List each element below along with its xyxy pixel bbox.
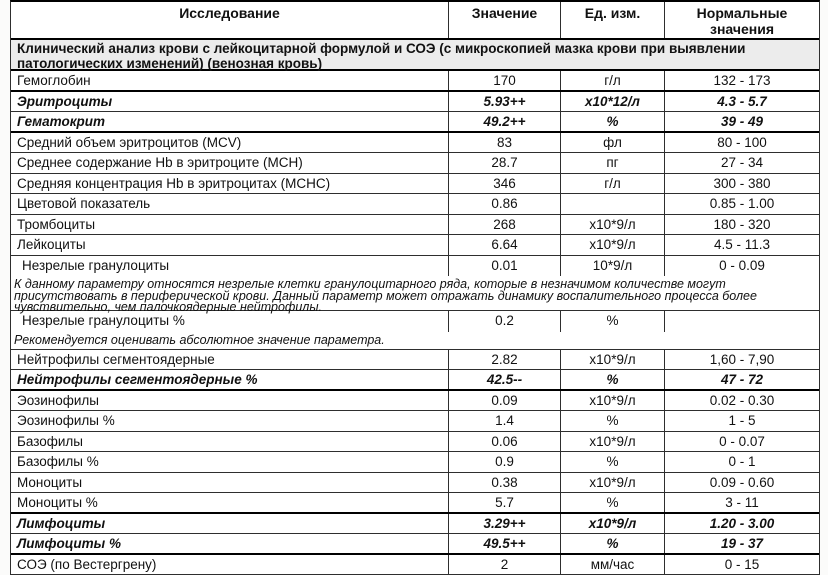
test-name: Моноциты [17, 474, 83, 490]
test-unit: х10*12/л [560, 92, 664, 112]
test-value: 0.06 [448, 432, 560, 452]
test-normal-range: 0 - 0.09 [664, 256, 819, 277]
test-value: 49.2++ [448, 112, 560, 131]
test-value: 0.86 [448, 194, 560, 214]
test-unit: % [560, 493, 664, 512]
table-row [11, 411, 819, 432]
table-row [11, 432, 819, 453]
table-row [11, 391, 819, 412]
test-normal-range: 80 - 100 [664, 133, 819, 153]
test-name: Эритроциты [17, 93, 113, 109]
test-unit: х10*9/л [560, 391, 664, 411]
table-row [11, 350, 819, 371]
note-row: Рекомендуется оценивать абсолютное значение параметра. [11, 332, 819, 350]
table-row [11, 555, 819, 575]
table-row [11, 153, 819, 174]
table-row [11, 473, 819, 494]
lab-results-table [10, 0, 820, 575]
test-normal-range: 0 - 1 [664, 452, 819, 472]
test-value: 5.93++ [448, 92, 560, 112]
test-unit: г/л [560, 71, 664, 90]
table-row [11, 370, 819, 391]
test-normal-range: 27 - 34 [664, 153, 819, 173]
test-normal-range: 0.09 - 0.60 [664, 473, 819, 493]
test-value: 5.7 [448, 493, 560, 512]
test-value: 42.5-- [448, 370, 560, 389]
test-name: Незрелые гранулоциты % [22, 313, 185, 328]
test-normal-range: 0.85 - 1.00 [664, 194, 819, 214]
test-normal-range: 4.5 - 11.3 [664, 235, 819, 255]
test-normal-range: 1 - 5 [664, 411, 819, 431]
table-row [11, 514, 819, 535]
test-value: 1.4 [448, 411, 560, 431]
test-unit: г/л [560, 174, 664, 194]
table-row [11, 256, 819, 277]
test-value: 28.7 [448, 153, 560, 173]
test-unit: х10*9/л [560, 215, 664, 235]
test-unit: х10*9/л [560, 473, 664, 493]
table-row [11, 174, 819, 195]
test-value: 268 [448, 215, 560, 235]
test-unit: % [560, 311, 664, 332]
test-unit: % [560, 112, 664, 131]
test-value: 49.5++ [448, 534, 560, 553]
test-name: Лимфоциты % [17, 536, 121, 551]
test-normal-range: 300 - 380 [664, 174, 819, 194]
test-value: 0.38 [448, 473, 560, 493]
note-row: К данному параметру относятся незрелые клетки гранулоцитарного ряда, которые в незначимом количестве могут присутствовать в периферической крови. Данный параметр может отражать динамику воспалительного процесса более чувствительно, чем палочкоядерные нейтрофилы. [11, 276, 819, 311]
test-unit [560, 194, 664, 214]
test-name: Моноциты % [17, 495, 98, 510]
test-normal-range: 4.3 - 5.7 [664, 92, 819, 112]
section-title: Клинический анализ крови с лейкоцитарной формулой и СОЭ (с микроскопией мазка крови при выявлении патологических изменений) (венозная кровь) [11, 40, 819, 71]
test-unit: х10*9/л [560, 350, 664, 370]
table-row [11, 311, 819, 332]
test-name: Лимфоциты [17, 515, 106, 531]
test-normal-range: 19 - 37 [664, 534, 819, 553]
test-name: Лейкоциты [17, 237, 86, 252]
test-normal-range: 1.20 - 3.00 [664, 514, 819, 534]
column-header-units: Ед. изм. [560, 2, 664, 38]
test-unit: х10*9/л [560, 235, 664, 255]
test-normal-range: 180 - 320 [664, 215, 819, 235]
test-value: 0.2 [448, 311, 560, 332]
test-unit: % [560, 452, 664, 472]
test-name: Цветовой показатель [17, 196, 151, 211]
table-header-row [11, 2, 819, 40]
test-name: Тромбоциты [17, 216, 96, 232]
test-name: Эозинофилы [17, 392, 99, 408]
test-name: Базофилы [17, 433, 83, 449]
test-name: Гемоглобин [17, 73, 91, 88]
test-normal-range: 0 - 0.07 [664, 432, 819, 452]
table-row [11, 71, 819, 92]
table-row [11, 92, 819, 113]
column-header-normal-values: Нормальные значения [664, 2, 819, 38]
test-normal-range: 132 - 173 [664, 71, 819, 90]
test-name: Эозинофилы % [17, 413, 115, 428]
test-value: 0.01 [448, 256, 560, 277]
test-name: Нейтрофилы сегментоядерные [17, 351, 215, 367]
test-normal-range: 0 - 15 [664, 555, 819, 575]
test-unit: 10*9/л [560, 256, 664, 277]
table-row [11, 235, 819, 256]
test-name: Незрелые гранулоциты [22, 257, 170, 273]
test-normal-range [664, 311, 819, 332]
table-row [11, 493, 819, 514]
test-unit: пг [560, 153, 664, 173]
test-value: 3.29++ [448, 514, 560, 534]
test-unit: % [560, 534, 664, 553]
table-row [11, 215, 819, 236]
table-row [11, 133, 819, 154]
test-value: 0.9 [448, 452, 560, 472]
table-row [11, 112, 819, 133]
test-normal-range: 39 - 49 [664, 112, 819, 131]
test-value: 0.09 [448, 391, 560, 411]
test-name: Базофилы % [17, 454, 99, 469]
test-name: Средняя концентрация Hb в эритроцитах (MCHC) [17, 175, 331, 191]
test-value: 6.64 [448, 235, 560, 255]
column-header-study: Исследование [179, 5, 280, 21]
test-normal-range: 47 - 72 [664, 370, 819, 389]
test-value: 346 [448, 174, 560, 194]
column-header-value: Значение [448, 2, 560, 38]
test-unit: х10*9/л [560, 432, 664, 452]
test-normal-range: 3 - 11 [664, 493, 819, 512]
test-value: 2.82 [448, 350, 560, 370]
test-value: 2 [448, 555, 560, 575]
test-name: Гематокрит [17, 114, 106, 129]
test-unit: % [560, 411, 664, 431]
test-unit: х10*9/л [560, 514, 664, 534]
test-unit: мм/час [560, 555, 664, 575]
test-value: 170 [448, 71, 560, 90]
test-unit: фл [560, 133, 664, 153]
test-name: Нейтрофилы сегментоядерные % [17, 372, 258, 387]
test-normal-range: 1,60 - 7,90 [664, 350, 819, 370]
table-row [11, 194, 819, 215]
test-unit: % [560, 370, 664, 389]
test-name: Среднее содержание Hb в эритроците (MCH) [17, 155, 303, 170]
test-name: Средний объем эритроцитов (MCV) [17, 134, 242, 150]
table-row [11, 534, 819, 555]
test-normal-range: 0.02 - 0.30 [664, 391, 819, 411]
test-name: СОЭ (по Вестергрену) [17, 556, 157, 572]
test-value: 83 [448, 133, 560, 153]
table-body [11, 71, 819, 575]
table-row [11, 452, 819, 473]
